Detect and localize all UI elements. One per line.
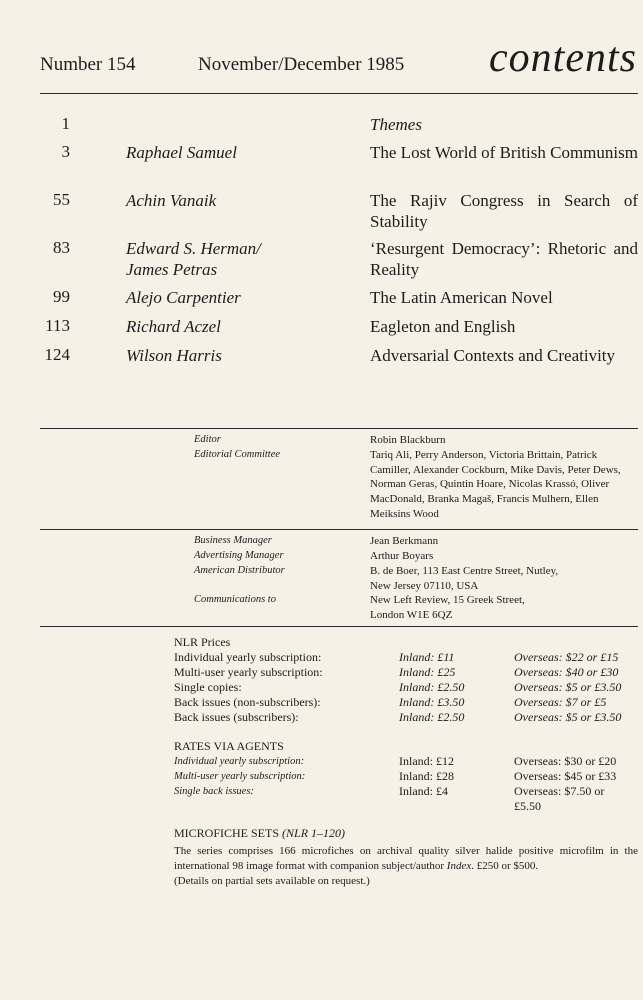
editor-label: Editor bbox=[194, 434, 221, 445]
price-row-label: Back issues (non-subscribers): bbox=[174, 695, 321, 709]
contents-article-title[interactable]: The Lost World of British Communism bbox=[370, 143, 638, 162]
price-inland: Inland: £2.50 bbox=[399, 710, 465, 724]
agent-inland: Inland: £4 bbox=[399, 784, 448, 798]
contents-author: Alejo Carpentier bbox=[126, 288, 241, 307]
agent-row-label: Single back issues: bbox=[174, 786, 254, 797]
price-inland: Inland: £3.50 bbox=[399, 695, 465, 709]
prices-heading: NLR Prices bbox=[174, 635, 231, 649]
contents-article-title[interactable]: Adversarial Contexts and Creativity bbox=[370, 346, 616, 365]
contents-author: Achin Vanaik bbox=[126, 191, 217, 210]
price-inland: Inland: £2.50 bbox=[399, 680, 465, 694]
contents-page-number: 83 bbox=[53, 238, 70, 257]
price-row-label: Multi-user yearly subscription: bbox=[174, 665, 323, 679]
issue-date: November/December 1985 bbox=[198, 54, 405, 75]
microfiche-price: . £250 or $500. bbox=[471, 860, 539, 872]
contents-author: Richard Aczel bbox=[126, 317, 221, 336]
price-overseas: Overseas: $40 or £30 bbox=[514, 665, 619, 679]
contents-page-number: 113 bbox=[45, 316, 70, 335]
agent-overseas: Overseas: $45 or £33 bbox=[514, 769, 617, 783]
contents-author: Wilson Harris bbox=[126, 346, 222, 365]
agent-row-label: Individual yearly subscription: bbox=[174, 756, 305, 767]
page-title: contents bbox=[489, 35, 637, 81]
american-distributor-address-line1: B. de Boer, 113 East Centre Street, Nutley, bbox=[370, 565, 559, 577]
editor-name: Robin Blackburn bbox=[370, 434, 446, 446]
editorial-committee-members: Tariq Ali, Perry Anderson, Victoria Brittain, Patrick Camiller, Alexander Cockburn, Mike Davis, Peter Dews, Norman Geras, Quintin Hoare, Nicolas Krassó, Oliver MacDonald, Branka Magaš, Francis Mulhern, Ellen Meiksins Wood bbox=[370, 449, 621, 520]
agent-row-label: Multi-user yearly subscription: bbox=[174, 771, 306, 782]
microfiche-heading bbox=[174, 826, 345, 841]
section-rule bbox=[40, 626, 638, 627]
price-row-label: Single copies: bbox=[174, 680, 242, 694]
microfiche-description bbox=[174, 844, 638, 889]
section-rule bbox=[40, 428, 638, 429]
issue-number: Number 154 bbox=[40, 54, 136, 75]
price-overseas: Overseas: $7 or £5 bbox=[514, 695, 607, 709]
contents-article-title[interactable]: Eagleton and English bbox=[370, 317, 516, 336]
contents-article-title[interactable]: ‘Resurgent Democracy’: Rhetoric and Reality bbox=[370, 239, 638, 279]
contents-page-number: 3 bbox=[61, 142, 70, 161]
american-distributor-label: American Distributor bbox=[194, 565, 285, 576]
editorial-committee-label: Editorial Committee bbox=[194, 449, 281, 460]
microfiche-heading-range: (NLR 1–120) bbox=[282, 826, 346, 840]
price-overseas: Overseas: $5 or £3.50 bbox=[514, 680, 622, 694]
contents-article-title[interactable]: Themes bbox=[370, 115, 422, 134]
price-inland: Inland: £11 bbox=[399, 650, 455, 664]
section-rule bbox=[40, 529, 638, 530]
price-inland: Inland: £25 bbox=[399, 665, 456, 679]
communications-address-line1: New Left Review, 15 Greek Street, bbox=[370, 594, 525, 606]
advertising-manager-label: Advertising Manager bbox=[194, 550, 284, 561]
contents-page-number: 55 bbox=[53, 190, 70, 209]
microfiche-index-word: Index bbox=[446, 860, 472, 872]
agent-overseas: Overseas: $30 or £20 bbox=[514, 754, 617, 768]
microfiche-text: The series comprises 166 microfiches on archival quality silver halide positive microfilm in the international 98 image format with companion subject/author bbox=[174, 845, 638, 872]
contents-page-number: 99 bbox=[53, 287, 70, 306]
contents-article-title[interactable]: The Rajiv Congress in Search of Stability bbox=[370, 191, 638, 231]
price-row-label: Individual yearly subscription: bbox=[174, 650, 322, 664]
price-overseas: Overseas: $22 or £15 bbox=[514, 650, 619, 664]
price-row-label: Back issues (subscribers): bbox=[174, 710, 299, 724]
contents-article-title[interactable]: The Latin American Novel bbox=[370, 288, 553, 307]
communications-label: Communications to bbox=[194, 594, 276, 605]
agent-inland: Inland: £12 bbox=[399, 754, 454, 768]
contents-page-number: 1 bbox=[61, 114, 70, 133]
advertising-manager-name: Arthur Boyars bbox=[370, 550, 434, 562]
header-rule bbox=[40, 93, 638, 94]
contents-author: Raphael Samuel bbox=[126, 143, 237, 162]
contents-author: Edward S. Herman/ James Petras bbox=[126, 239, 261, 279]
microfiche-partial-sets-note: (Details on partial sets available on request.) bbox=[174, 875, 370, 887]
agent-inland: Inland: £28 bbox=[399, 769, 454, 783]
communications-address-line2: London W1E 6QZ bbox=[370, 609, 453, 621]
business-manager-label: Business Manager bbox=[194, 535, 272, 546]
agent-overseas: Overseas: $7.50 or £5.50 bbox=[514, 784, 605, 813]
price-overseas: Overseas: $5 or £3.50 bbox=[514, 710, 622, 724]
american-distributor-address-line2: New Jersey 07110, USA bbox=[370, 580, 479, 592]
agents-heading: RATES VIA AGENTS bbox=[174, 739, 284, 753]
contents-page-number: 124 bbox=[44, 345, 70, 364]
microfiche-heading-text: MICROFICHE SETS bbox=[174, 826, 280, 840]
business-manager-name: Jean Berkmann bbox=[370, 535, 439, 547]
